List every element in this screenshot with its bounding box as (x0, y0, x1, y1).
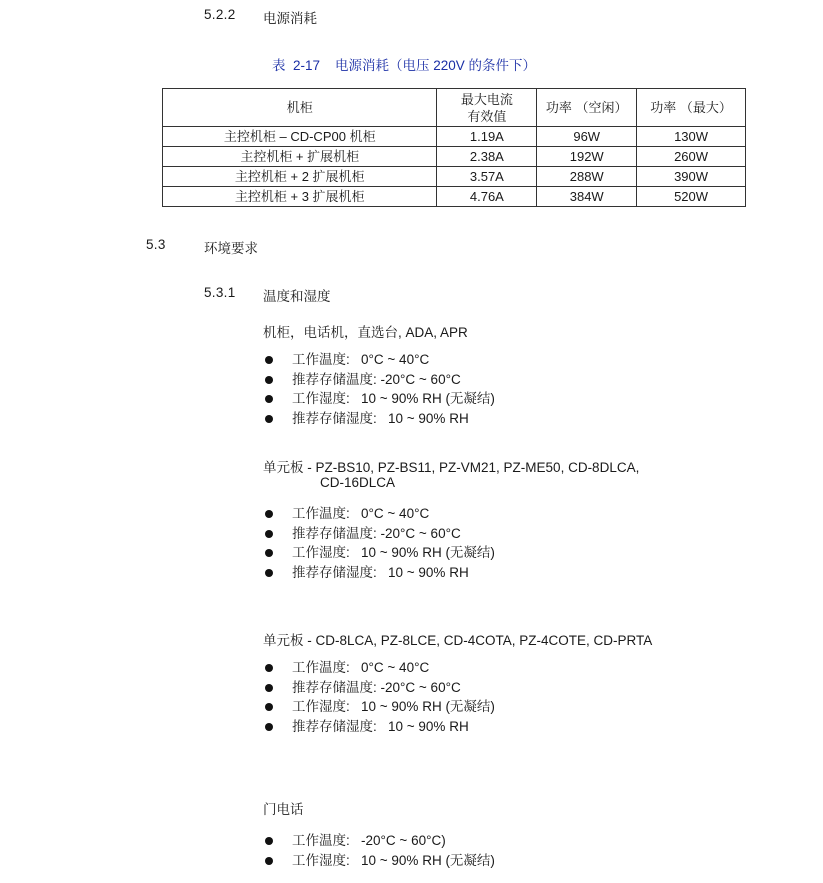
bullet-icon (265, 549, 273, 557)
cell-power-max: 130W (637, 127, 746, 147)
list-item (265, 504, 495, 524)
section-number: 5.2.2 (204, 7, 236, 22)
list-item (265, 678, 495, 698)
bullet-icon (265, 703, 273, 711)
item-value: -20°C ~ 60°C) (349, 833, 446, 848)
item-value: 10 ~ 90% RH (无凝结) (349, 699, 495, 715)
item-value: 10 ~ 90% RH (无凝结) (349, 391, 495, 407)
cell-power-max: 520W (637, 187, 746, 207)
item-label: 工作温度: (292, 833, 350, 848)
item-value: 10 ~ 90% RH (376, 718, 469, 734)
group-title: 单元板 - PZ-BS10, PZ-BS11, PZ-VM21, PZ-ME50, CD-8DLCA, (263, 460, 640, 475)
cell-power-max: 390W (637, 167, 746, 187)
bullet-icon (265, 857, 273, 865)
item-label: 推荐存储湿度: (292, 718, 377, 734)
bullet-icon (265, 569, 273, 577)
header-power-max: 功率 （最大） (637, 89, 746, 127)
bullet-icon (265, 664, 273, 672)
list-item (265, 851, 495, 871)
bullet-list (265, 658, 495, 736)
item-label: 推荐存储温度: (292, 371, 377, 387)
header-cabinet: 机柜 (163, 89, 437, 127)
list-item (265, 370, 495, 390)
cell-power-idle: 192W (537, 147, 637, 167)
list-item (265, 658, 495, 678)
header-current-line1: 最大电流 (460, 91, 513, 107)
section-title: 环境要求 (204, 241, 258, 256)
cell-power-idle: 96W (537, 127, 637, 147)
item-label: 推荐存储湿度: (292, 564, 377, 580)
section-number: 5.3 (146, 237, 166, 252)
item-value: -20°C ~ 60°C (376, 371, 461, 387)
bullet-icon (265, 723, 273, 731)
group-title: 单元板 - CD-8LCA, PZ-8LCE, CD-4COTA, PZ-4COTE, CD-PRTA (263, 633, 653, 648)
section-number: 5.3.1 (204, 285, 236, 300)
item-value: 10 ~ 90% RH (376, 410, 469, 426)
table-header-row (163, 89, 746, 127)
cell-current: 4.76A (437, 187, 537, 207)
cell-current: 1.19A (437, 127, 537, 147)
bullet-icon (265, 530, 273, 538)
item-label: 工作湿度: (292, 699, 350, 715)
table-caption: 表 2-17 电源消耗（电压 220V 的条件下） (272, 58, 537, 73)
list-item (265, 563, 495, 583)
item-label: 工作温度: (292, 352, 350, 367)
item-label: 工作湿度: (292, 391, 350, 407)
item-label: 推荐存储温度: (292, 525, 377, 541)
bullet-icon (265, 376, 273, 384)
item-label: 工作温度: (292, 660, 350, 675)
cell-cabinet: 主控机柜 + 3 扩展机柜 (163, 187, 437, 207)
cell-current: 3.57A (437, 167, 537, 187)
list-item (265, 389, 495, 409)
bullet-icon (265, 837, 273, 845)
cell-power-idle: 384W (537, 187, 637, 207)
bullet-list (265, 350, 495, 428)
item-value: 0°C ~ 40°C (349, 352, 430, 367)
list-item (265, 350, 495, 370)
table-row (163, 147, 746, 167)
header-power-idle: 功率 （空闲） (537, 89, 637, 127)
header-current-line2: 有效值 (467, 108, 507, 124)
item-value: 0°C ~ 40°C (349, 660, 430, 675)
table-row (163, 127, 746, 147)
item-value: -20°C ~ 60°C (376, 679, 461, 695)
section-title: 电源消耗 (263, 11, 317, 26)
list-item (265, 717, 495, 737)
bullet-list (265, 504, 495, 582)
cell-cabinet: 主控机柜 + 扩展机柜 (163, 147, 437, 167)
cell-current: 2.38A (437, 147, 537, 167)
bullet-icon (265, 510, 273, 518)
group-title: 门电话 (263, 802, 304, 817)
item-label: 工作湿度: (292, 545, 350, 561)
header-max-current (437, 89, 537, 127)
item-label: 推荐存储湿度: (292, 410, 377, 426)
list-item (265, 524, 495, 544)
bullet-icon (265, 356, 273, 364)
power-consumption-table (162, 88, 746, 207)
item-value: 0°C ~ 40°C (349, 506, 430, 521)
item-value: 10 ~ 90% RH (无凝结) (349, 852, 495, 868)
cell-cabinet: 主控机柜 + 2 扩展机柜 (163, 167, 437, 187)
list-item (265, 409, 495, 429)
cell-power-idle: 288W (537, 167, 637, 187)
table-row (163, 167, 746, 187)
list-item (265, 831, 495, 851)
item-value: -20°C ~ 60°C (376, 525, 461, 541)
item-label: 工作温度: (292, 506, 350, 521)
bullet-list (265, 831, 495, 870)
group-title-continued: CD-16DLCA (320, 475, 396, 490)
item-value: 10 ~ 90% RH (无凝结) (349, 545, 495, 561)
bullet-icon (265, 415, 273, 423)
item-label: 推荐存储温度: (292, 679, 377, 695)
item-label: 工作湿度: (292, 852, 350, 868)
item-value: 10 ~ 90% RH (376, 564, 469, 580)
table-row (163, 187, 746, 207)
cell-cabinet: 主控机柜 – CD-CP00 机柜 (163, 127, 437, 147)
list-item (265, 697, 495, 717)
section-title: 温度和湿度 (263, 289, 331, 304)
bullet-icon (265, 395, 273, 403)
group-title: 机柜，电话机，直选台, ADA, APR (263, 325, 468, 340)
cell-power-max: 260W (637, 147, 746, 167)
list-item (265, 543, 495, 563)
bullet-icon (265, 684, 273, 692)
